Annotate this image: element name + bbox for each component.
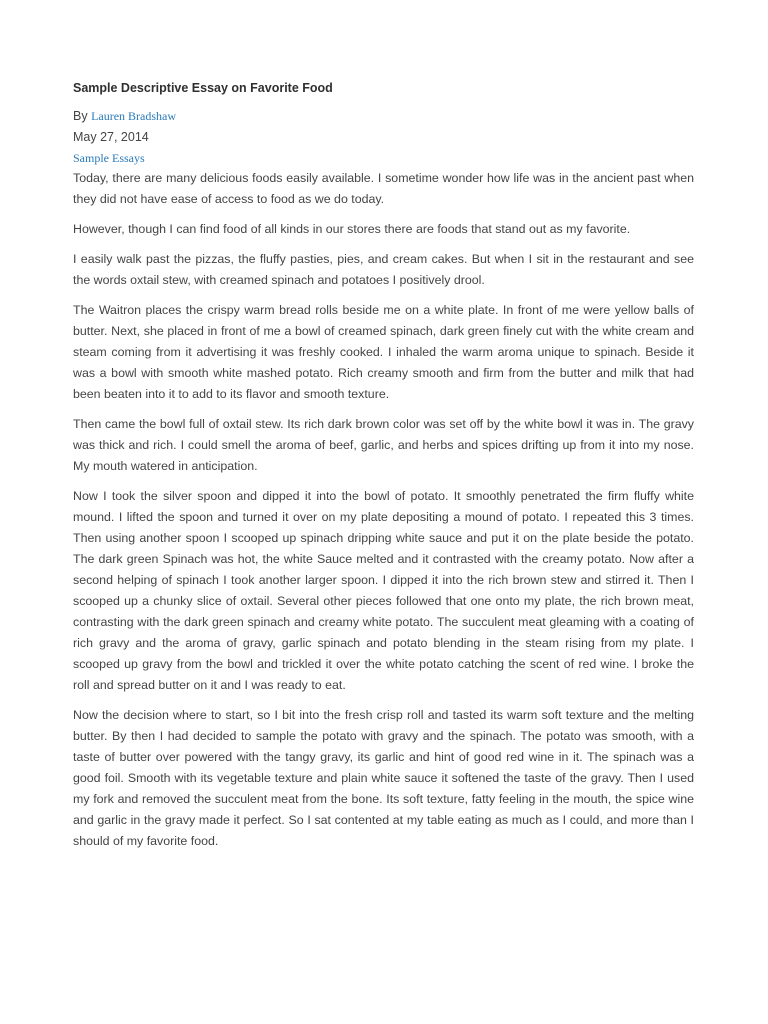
article-body [73, 168, 694, 852]
document-page [73, 78, 694, 861]
article-title: Sample Descriptive Essay on Favorite Food [73, 81, 333, 95]
paragraph: Today, there are many delicious foods easily available. I sometime wonder how life was in the ancient past when they did not have ease of access to food as we do today. [73, 171, 694, 206]
category-link[interactable]: Sample Essays [73, 151, 145, 165]
publish-date: May 27, 2014 [73, 130, 149, 144]
by-label: By [73, 109, 88, 123]
paragraph: Now I took the silver spoon and dipped it into the bowl of potato. It smoothly penetrated the firm fluffy white mound. I lifted the spoon and turned it over on my plate depositing a mound of potato. I repeated this 3 times. Then using another spoon I scooped up spinach dripping white sauce and put it on the plate beside the potato. The dark green Spinach was hot, the white Sauce melted and it contrasted with the creamy potato. Now after a second helping of spinach I took another larger spoon. I dipped it into the rich brown stew and stirred it. Then I scooped up a chunky slice of oxtail. Several other pieces followed that one onto my plate, the rich brown meat, contrasting with the dark green spinach and creamy white potato. The succulent meat gleaming with a coating of rich gravy and the aroma of gravy, garlic spinach and potato blending in the steam rising from my plate. I scooped up gravy from the bowl and trickled it over the white potato catching the scent of red wine. I broke the roll and spread butter on it and I was ready to eat. [73, 489, 694, 692]
author-link[interactable]: Lauren Bradshaw [91, 109, 177, 123]
paragraph: However, though I can find food of all kinds in our stores there are foods that stand out as my favorite. [73, 222, 631, 236]
paragraph: The Waitron places the crispy warm bread rolls beside me on a white plate. In front of me were yellow balls of butter. Next, she placed in front of me a bowl of creamed spinach, dark green finely cut with the white cream and steam coming from it advertising it was freshly cooked. I inhaled the warm aroma unique to spinach. Beside it was a bowl with smooth white mashed potato. Rich creamy smooth and firm from the butter and milk that had been beaten into it to add to its flavor and smooth texture. [73, 303, 694, 401]
paragraph: Now the decision where to start, so I bit into the fresh crisp roll and tasted its warm soft texture and the melting butter. By then I had decided to sample the potato with gravy and the spinach. The potato was smooth, with a taste of butter over powered with the tangy gravy, its garlic and hint of good red wine in it. The spinach was a good foil. Smooth with its vegetable texture and plain white sauce it softened the taste of the gravy. Then I used my fork and removed the succulent meat from the bone. Its soft texture, fatty feeling in the mouth, the spice wine and garlic in the gravy made it perfect. So I sat contented at my table eating as much as I could, and more than I should of my favorite food. [73, 708, 694, 848]
paragraph: I easily walk past the pizzas, the fluffy pasties, pies, and cream cakes. But when I sit in the restaurant and see the words oxtail stew, with creamed spinach and potatoes I positively drool. [73, 252, 694, 287]
paragraph: Then came the bowl full of oxtail stew. Its rich dark brown color was set off by the white bowl it was in. The gravy was thick and rich. I could smell the aroma of beef, garlic, and herbs and spices drifting up from it into my nose. My mouth watered in anticipation. [73, 417, 694, 473]
byline [73, 106, 694, 126]
